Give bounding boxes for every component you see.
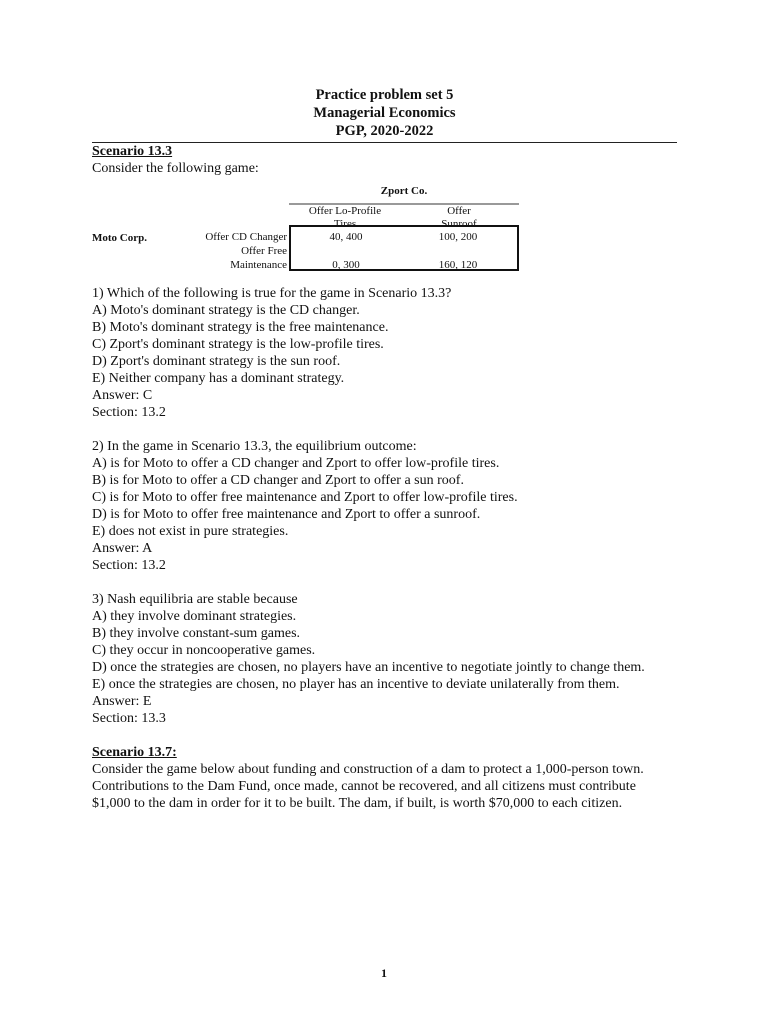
- question-stem: 1) Which of the following is true for the game in Scenario 13.3?: [92, 286, 452, 301]
- answer-option: E) once the strategies are chosen, no player has an incentive to deviate unilaterally from them.: [92, 677, 620, 692]
- answer-option: C) they occur in noncooperative games.: [92, 643, 316, 658]
- question-3: [92, 591, 677, 727]
- answer-option: B) Moto's dominant strategy is the free maintenance.: [92, 320, 389, 335]
- column-header-2-line-1: Offer: [447, 205, 471, 217]
- question-2: [92, 438, 677, 574]
- column-header-1-line-1: Offer Lo-Profile: [308, 205, 382, 217]
- scenario-description: Consider the game below about funding and construction of a dam to protect a 1,000-person town. Contributions to the Dam Fund, once made, cannot be recovered, and all citizens must contribute $1,000 to the dam in order for it to be built. The dam, if built, is worth $70,000 to each citizen.: [92, 762, 644, 811]
- scenario-heading: Scenario 13.3: [92, 144, 173, 159]
- title-line-2: Managerial Economics: [313, 105, 456, 121]
- payoff-cell: 160, 120: [438, 259, 478, 271]
- game-payoff-table: [92, 181, 677, 285]
- document-page: [92, 86, 677, 812]
- answer-option: D) once the strategies are chosen, no players have an incentive to negotiate jointly to change them.: [92, 660, 645, 675]
- row-2-label-line-1: Offer Free: [241, 245, 287, 257]
- row-player-label: Moto Corp.: [92, 232, 147, 244]
- title-line-3: PGP, 2020-2022: [335, 123, 434, 139]
- answer-option: B) is for Moto to offer a CD changer and Zport to offer a sun roof.: [92, 473, 464, 488]
- spacer: [92, 727, 677, 744]
- answer-option: D) is for Moto to offer free maintenance and Zport to offer a sunroof.: [92, 507, 481, 522]
- page-number: 1: [381, 966, 387, 980]
- row-1-label: Offer CD Changer: [205, 231, 287, 243]
- section-ref: Section: 13.2: [92, 558, 166, 573]
- payoff-cell: 40, 400: [329, 231, 363, 243]
- answer-key: Answer: A: [92, 541, 153, 556]
- answer-option: D) Zport's dominant strategy is the sun roof.: [92, 354, 341, 369]
- answer-key: Answer: E: [92, 694, 152, 709]
- payoff-cell: 0, 300: [332, 259, 360, 271]
- question-stem: 3) Nash equilibria are stable because: [92, 592, 298, 607]
- question-1: [92, 285, 677, 421]
- answer-option: C) Zport's dominant strategy is the low-profile tires.: [92, 337, 384, 352]
- question-stem: 2) In the game in Scenario 13.3, the equilibrium outcome:: [92, 439, 417, 454]
- scenario-heading: Scenario 13.7:: [92, 745, 177, 760]
- spacer: [92, 574, 677, 591]
- answer-key: Answer: C: [92, 388, 153, 403]
- column-header-1-line-2: Tires: [333, 218, 357, 230]
- column-header-2-line-2: Sunroof: [441, 218, 477, 230]
- title-line-1: Practice problem set 5: [315, 87, 454, 103]
- answer-option: E) does not exist in pure strategies.: [92, 524, 289, 539]
- row-2-label-line-2: Maintenance: [230, 259, 287, 271]
- section-ref: Section: 13.2: [92, 405, 166, 420]
- document-title: [92, 86, 677, 140]
- answer-option: A) they involve dominant strategies.: [92, 609, 297, 624]
- answer-option: E) Neither company has a dominant strategy.: [92, 371, 345, 386]
- answer-option: A) Moto's dominant strategy is the CD changer.: [92, 303, 360, 318]
- spacer: [92, 421, 677, 438]
- section-ref: Section: 13.3: [92, 711, 166, 726]
- answer-option: B) they involve constant-sum games.: [92, 626, 301, 641]
- scenario-intro: Consider the following game:: [92, 161, 259, 176]
- answer-option: A) is for Moto to offer a CD changer and Zport to offer low-profile tires.: [92, 456, 500, 471]
- answer-option: C) is for Moto to offer free maintenance and Zport to offer low-profile tires.: [92, 490, 518, 505]
- payoff-cell: 100, 200: [438, 231, 478, 243]
- column-player-label: Zport Co.: [380, 185, 428, 197]
